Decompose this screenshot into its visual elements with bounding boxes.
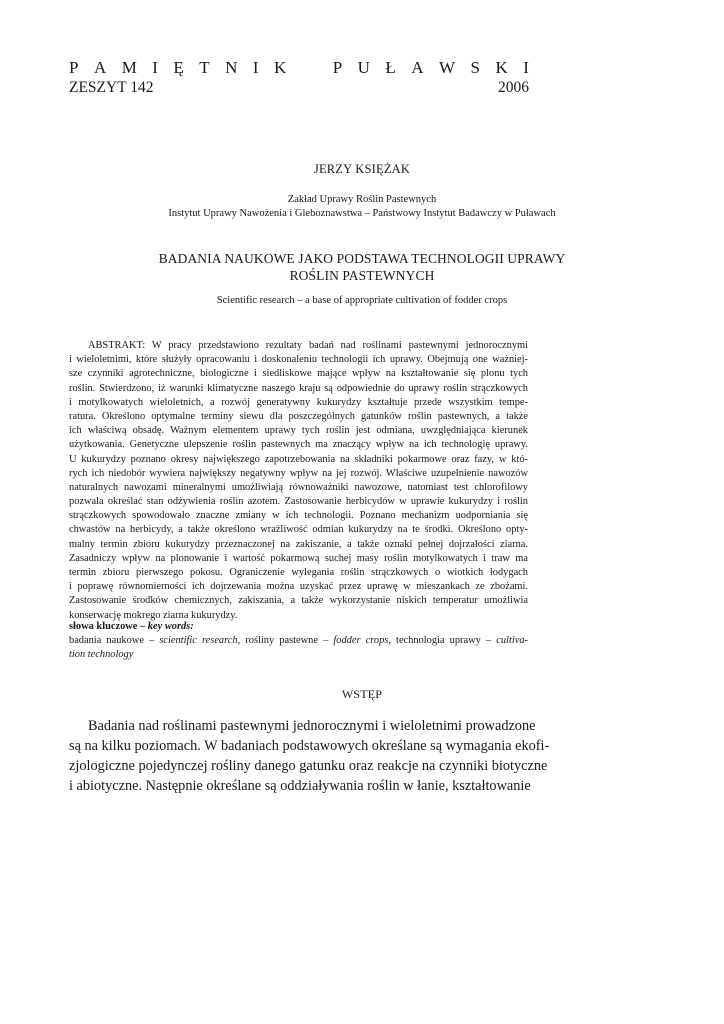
journal-letter: A [411, 58, 424, 77]
journal-letter: P [332, 58, 343, 77]
keywords-heading-pl: słowa kluczowe – [69, 621, 148, 632]
issue-row [69, 78, 529, 98]
body-line: Badania nad roślinami pastewnymi jednorocznymi i wieloletnimi prowadzone [88, 718, 536, 734]
keyword-en: scientific research [159, 635, 238, 646]
journal-letter: M [121, 58, 137, 77]
abstract-line: roślin. Stwierdzono, iż warunki klimatyczne naszego kraju są odpowiednie do uprawy roślin strączkowych [69, 382, 528, 394]
journal-letter: K [495, 58, 508, 77]
keywords-line [69, 648, 528, 662]
paper-title [0, 250, 724, 284]
abstract-line: i poprawę równomierności ich dojrzewania można uzyskać przez uprawę w mieszankach ze zbożami. [69, 581, 528, 593]
abstract-line: malny termin zbioru kukurydzy przeznaczonej na zakiszanie, a także oznaki pełnej dojrzałości ziarna. [69, 538, 528, 550]
title-line: BADANIA NAUKOWE JAKO PODSTAWA TECHNOLOGII UPRAWY [158, 251, 566, 266]
affiliation-line: Zakład Uprawy Roślin Pastewnych [287, 194, 437, 205]
body-paragraph [69, 716, 550, 796]
author-name: JERZY KSIĘŻAK [313, 162, 411, 176]
issue-year: 2006 [498, 79, 529, 96]
keywords-heading-en: key words: [147, 621, 194, 632]
abstract-line: Zastosowanie środków chemicznych, zakiszania, a także wykorzystanie niskich temperatur umożliwia [69, 595, 528, 607]
abstract-line: konserwację mokrego ziarna kukurydzy. [69, 609, 238, 621]
abstract-line: naturalnych nawozami mineralnymi umożliwiają równoważniki nawozowe, natomiast test chlorofilowy [69, 481, 528, 493]
affiliation-line: Instytut Uprawy Nawożenia i Gleboznawstwa – Państwowy Instytut Badawczy w Puławach [168, 208, 556, 219]
journal-letter: K [274, 58, 287, 77]
journal-letter: T [199, 58, 210, 77]
abstract-line: ABSTRAKT: W pracy przedstawiono rezultaty badań nad roślinami pastewnymi jednorocznymi [88, 340, 528, 351]
journal-letter: S [470, 58, 480, 77]
abstract-line: ratura. Określono optymalne terminy siewu dla poszczególnych gatunków roślin pastewnych, a także [69, 410, 528, 422]
journal-letter: Ę [173, 58, 184, 77]
abstract [69, 339, 528, 623]
issue-label: ZESZYT 142 [69, 79, 154, 96]
keyword-en: tion technology [69, 649, 134, 660]
abstract-line: i wieloletnimi, które służyły opracowaniu i doskonaleniu technologii ich uprawy. Obejmują one ważniej- [69, 354, 528, 366]
body-line: są na kilku poziomach. W badaniach podstawowych określane są wymagania ekofi- [69, 738, 550, 754]
abstract-line: ich właściwą obsadę. Ważnym elementem uprawy tych roślin jest odmiana, uwzględniająca kierunek [69, 425, 528, 437]
section-heading: WSTĘP [341, 687, 383, 701]
keyword-pl: , technologia uprawy – [388, 635, 497, 646]
journal-header [69, 58, 529, 98]
abstract-line: Zasadniczy wpływ na plonowanie i wartość pokarmową suchej masy roślin motylkowatych i traw ma [69, 552, 528, 564]
journal-letter: I [252, 58, 259, 77]
abstract-line: U kukurydzy poznano okresy największego zapotrzebowania na składniki pokarmowe oraz fazy, w któ- [69, 453, 528, 465]
body-line: i abiotyczne. Następnie określane są oddziaływania roślin w łanie, kształtowanie [69, 778, 531, 794]
journal-letter: I [523, 58, 529, 77]
keyword-pl: , rośliny pastewne – [237, 635, 334, 646]
journal-letter: P [69, 58, 79, 77]
title-line: ROŚLIN PASTEWNYCH [289, 268, 435, 283]
journal-title [69, 58, 529, 78]
abstract-line: użytkowania. Genetyczne ulepszenie roślin pastewnych ma znaczący wpływ na ich technologię uprawy. [69, 439, 528, 451]
body-line: zjologiczne pojedynczej rośliny danego gatunku oraz reakcje na czynniki biotyczne [69, 758, 548, 774]
keyword-en: fodder crops [333, 635, 389, 646]
abstract-line: i motylkowatych wieloletnich, a rozwój generatywny kukurydzy kształtuje przede wszystkim tempe- [69, 396, 528, 408]
english-title: Scientific research – a base of appropriate cultivation of fodder crops [216, 295, 508, 306]
keywords-block [69, 620, 528, 662]
abstract-line: pozwala określać stan odżywienia roślin azotem. Zastosowanie herbicydów w uprawie kukurydzy i roślin [69, 496, 528, 508]
affiliation [0, 193, 724, 221]
abstract-line: strączkowych spowodowało znaczne zmiany w ich technologii. Poznano mechanizm uodporniania się [69, 510, 528, 522]
journal-letter: N [225, 58, 238, 77]
abstract-line: sze czynniki agrotechniczne, biologiczne i siedliskowe mające wpływ na kształtowanie się plonu tych [69, 368, 528, 380]
journal-letter: U [357, 58, 370, 77]
keywords-line [69, 634, 528, 648]
journal-letter: Ł [385, 58, 396, 77]
keyword-en: cultiva- [496, 635, 528, 646]
abstract-line: rych ich niedobór wywiera największy negatywny wpływ na jej rozwój. Właściwe uzupełnienie nawozów [69, 467, 528, 479]
keyword-pl: badania naukowe – [69, 635, 160, 646]
abstract-line: chwastów na herbicydy, a także określono wrażliwość odmian kukurydzy na te środki. Określono opty- [69, 524, 528, 536]
journal-letter: I [152, 58, 158, 77]
abstract-line: termin zbioru pierwszego pokosu. Ograniczenie wylegania roślin strączkowych o wiotkich łodygach [69, 567, 528, 578]
journal-letter: A [93, 58, 107, 77]
journal-letter: W [439, 58, 456, 77]
keywords-heading [69, 620, 528, 634]
